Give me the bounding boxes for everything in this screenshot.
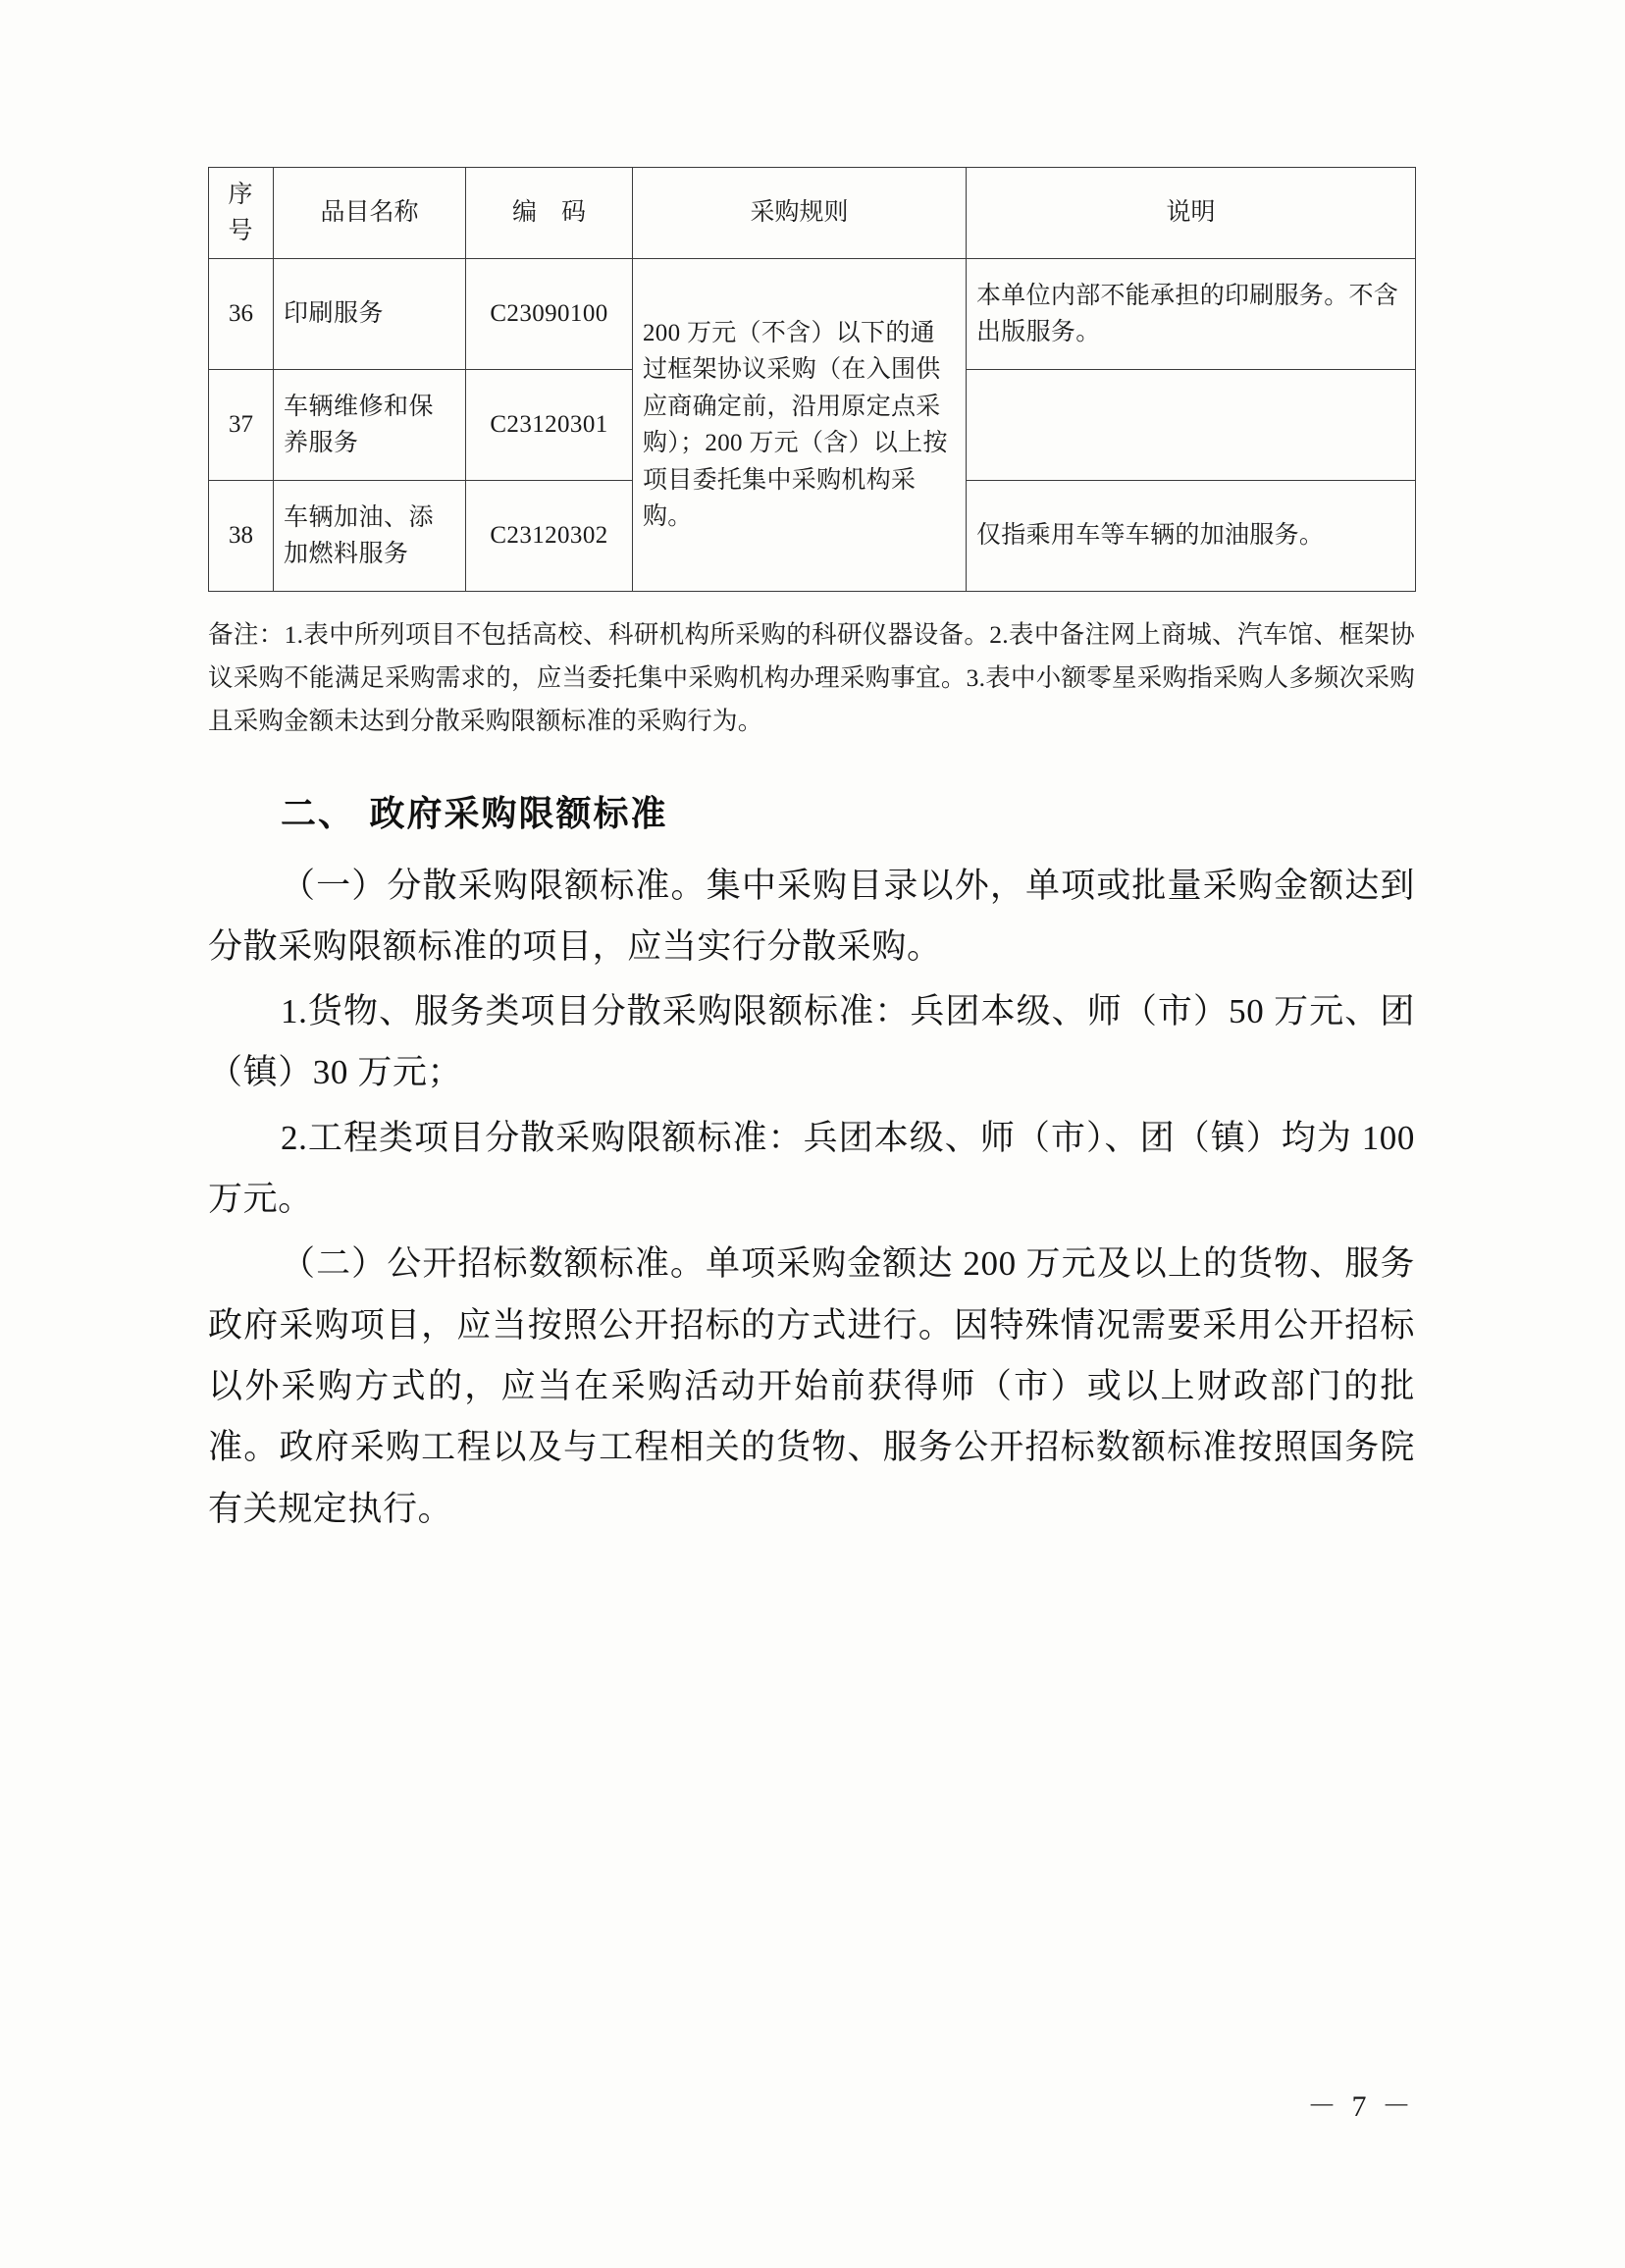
cell-item-name: 车辆加油、添加燃料服务 [274, 481, 466, 592]
table-header-row [209, 168, 1416, 259]
cell-item-name: 车辆维修和保养服务 [274, 370, 466, 481]
procurement-catalog-table [208, 167, 1416, 592]
column-header-sequence-line1: 序 [228, 181, 254, 208]
cell-code: C23090100 [466, 259, 633, 370]
column-header-note: 说明 [967, 168, 1416, 259]
section-heading: 二、 政府采购限额标准 [281, 793, 668, 834]
cell-note [967, 370, 1416, 481]
cell-code: C23120302 [466, 481, 633, 592]
table-body [209, 259, 1416, 592]
column-header-item-name: 品目名称 [274, 168, 466, 259]
table-header [209, 168, 1416, 259]
cell-item-name: 印刷服务 [274, 259, 466, 370]
column-header-code: 编 码 [466, 168, 633, 259]
column-header-sequence-line2: 号 [228, 218, 254, 244]
page-number: － 7 － [1307, 2090, 1415, 2123]
paragraph-engineering-limit: 2.工程类项目分散采购限额标准：兵团本级、师（市）、团（镇）均为 100 万元。 [208, 1118, 1415, 1219]
paragraph-goods-services-limit: 1.货物、服务类项目分散采购限额标准：兵团本级、师（市）50 万元、团（镇）30 万元； [208, 992, 1415, 1092]
cell-note: 仅指乘用车等车辆的加油服务。 [967, 481, 1416, 592]
paragraph-decentralized-standard: （一）分散采购限额标准。集中采购目录以外，单项或批量采购金额达到分散采购限额标准的项目，应当实行分散采购。 [208, 866, 1415, 966]
cell-sequence: 36 [209, 259, 274, 370]
cell-note: 本单位内部不能承担的印刷服务。不含出版服务。 [967, 259, 1416, 370]
table-row [209, 259, 1416, 370]
cell-code: C23120301 [466, 370, 633, 481]
table-remark: 备注：1.表中所列项目不包括高校、科研机构所采购的科研仪器设备。2.表中备注网上商城、汽车馆、框架协议采购不能满足采购需求的，应当委托集中采购机构办理采购事宜。3.表中小额零星采购指采购人多频次采购且采购金额未达到分散采购限额标准的采购行为。 [208, 620, 1415, 735]
paragraph-public-bidding-standard: （二）公开招标数额标准。单项采购金额达 200 万元及以上的货物、服务政府采购项目，应当按照公开招标的方式进行。因特殊情况需要采用公开招标以外采购方式的，应当在采购活动开始前获得师（市）或以上财政部门的批准。政府采购工程以及与工程相关的货物、服务公开招标数额标准按照国务院有关规定执行。 [208, 1244, 1415, 1528]
column-header-sequence [209, 168, 274, 259]
column-header-rule: 采购规则 [633, 168, 967, 259]
page-content [208, 167, 1415, 1544]
cell-rule-merged: 200 万元（不含）以下的通过框架协议采购（在入围供应商确定前，沿用原定点采购）；200 万元（含）以上按项目委托集中采购机构采购。 [633, 259, 967, 592]
cell-sequence: 38 [209, 481, 274, 592]
cell-sequence: 37 [209, 370, 274, 481]
